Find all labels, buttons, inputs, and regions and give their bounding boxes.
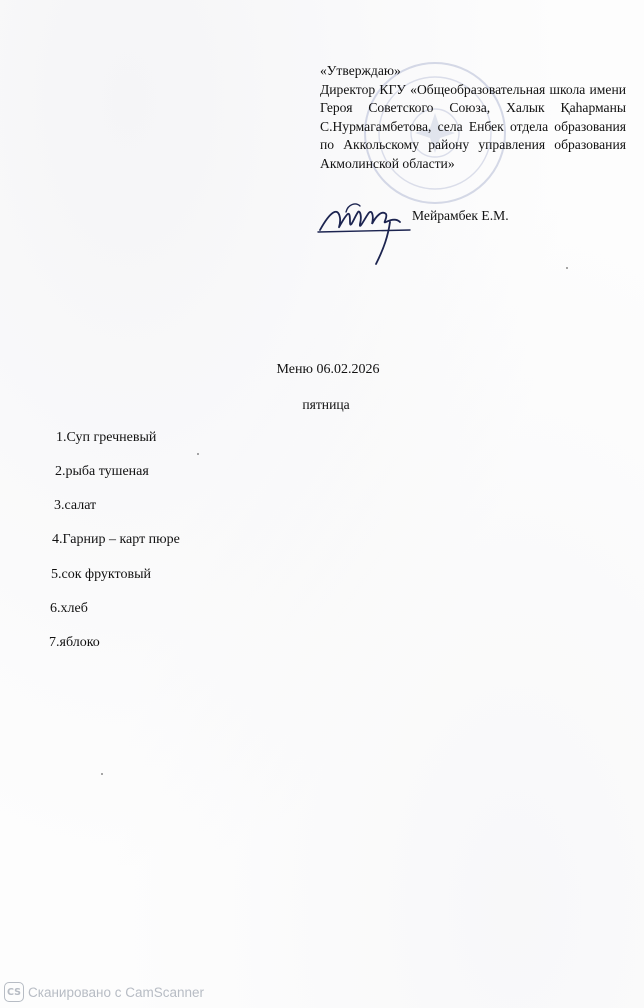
menu-item: 2.рыба тушеная: [55, 464, 149, 479]
approval-heading: «Утверждаю»: [320, 63, 401, 78]
menu-item: 6.хлеб: [50, 601, 88, 616]
approval-body: Директор КГУ «Общеобразовательная школа имени Героя Советского Союза, Халык Қаһарманы С.Нурмагамбетова, села Енбек отдела образования по Аккольскому району управления образования Акмолинской области»: [320, 81, 626, 171]
scan-speck: [101, 773, 103, 775]
scan-speck: [197, 453, 199, 455]
camscanner-text: Сканировано с CamScanner: [28, 984, 205, 1000]
menu-item: 5.сок фруктовый: [51, 567, 151, 582]
menu-day: пятница: [302, 397, 350, 412]
menu-item: 1.Суп гречневый: [56, 430, 157, 445]
menu-title: Меню 06.02.2026: [276, 362, 380, 377]
scan-speck: [566, 267, 568, 269]
camscanner-footer: [4, 982, 204, 1002]
menu-item: 7.яблоко: [49, 635, 100, 650]
signer-name: Мейрамбек Е.М.: [412, 208, 509, 223]
camscanner-logo-icon: CS: [4, 982, 24, 1002]
menu-item: 3.салат: [54, 498, 97, 513]
menu-item: 4.Гарнир – карт пюре: [52, 532, 180, 547]
